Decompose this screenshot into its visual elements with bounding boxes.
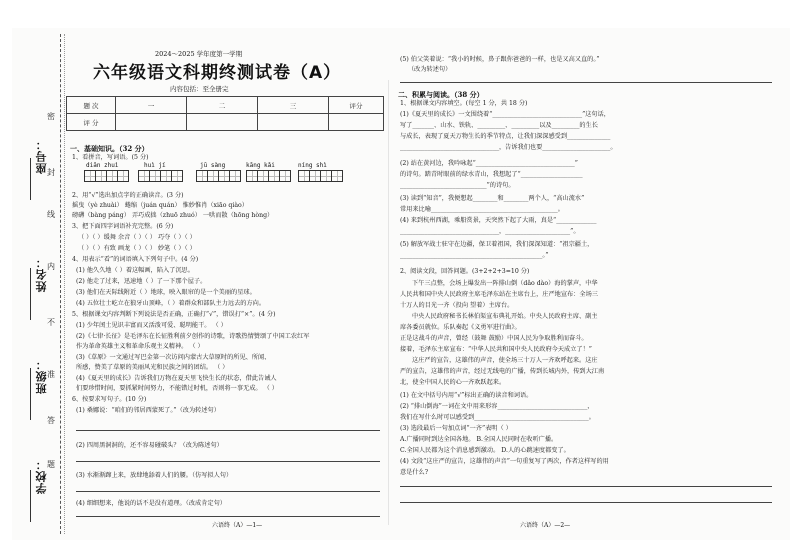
- question-text: 4、用表示“看”的词语填入下列句子中。(4 分): [72, 256, 199, 263]
- pinyin-label: kāng kǎi: [246, 162, 275, 169]
- question-text: 3、把下面四字词语补充完整。(6 分): [72, 223, 174, 230]
- question-text: (3) 水渐渐蹿上来，放肆地舔着人们的腰。（仿写拟人句）: [76, 472, 233, 479]
- choice-option[interactable]: A.广播同时到达全国各地。 B.全国人民同时在收听广播。: [400, 436, 558, 443]
- seat-number-line: [30, 158, 31, 200]
- passage-line: 中央人民政府秘书长林伯渠宣布典礼开始。中央人民政府主席、副主: [412, 313, 598, 320]
- question-text: 磅礴（bàng páng） 弄巧成拙（zhuō zhuó） 一哄而散（hōng hòng）: [72, 212, 274, 219]
- question-text: （改为转述句）: [408, 66, 452, 73]
- question-text: 摇曳（yè zhuài） 蜷缩（juán quán） 惟妙惟肖（xiāo qiào）: [72, 202, 248, 209]
- seal-char: 不: [47, 318, 55, 327]
- class-label: 班级：: [35, 358, 48, 394]
- name-label: 姓名：: [35, 256, 48, 292]
- fill-in-text: 写了_______、山水、铁轨、_________、_________以及_________的生长: [400, 122, 598, 129]
- question-text: (2)《七律·长征》是毛泽东在长征胜利前夕创作的诗歌，诗歌热情赞颂了中国工农红军: [76, 333, 310, 340]
- fill-in-text: (3) 读到“知音”，我便想起________和________两个人，“高山流水”: [400, 195, 585, 202]
- question-text: 们要珍惜时间，要抓紧时间努力，不能错过时机，否则将一事无成。 （ ）: [76, 385, 278, 392]
- school-year: 2024～2025 学年度第一学期: [155, 50, 243, 58]
- page-footer: 六语终（A）—2—: [520, 522, 571, 529]
- question-text: 6、按要求写句子。(10 分): [72, 396, 147, 403]
- seal-char: 线: [47, 210, 55, 219]
- pinyin-label: jū sàng: [200, 162, 226, 169]
- fill-in-text: ____________________________”的诗句。: [400, 182, 515, 189]
- fill-in-text: ________________________________，_____________________”。: [400, 228, 580, 235]
- fill-in-text: ______________________________________________。”: [400, 252, 549, 259]
- answer-line[interactable]: [400, 486, 772, 487]
- fill-in-text: (4) 来到杭州西湖，乘船赏景，天突然下起了大雨，真是“_____________: [400, 217, 597, 224]
- name-line: [30, 268, 31, 320]
- question-text: 作为革命英雄主义和革命乐观主义精神。 （ ）: [76, 343, 204, 350]
- passage-line: 北，使全中国人民的心一齐欢跃起来。: [400, 379, 506, 386]
- pinyin-label: diān zhuì: [86, 162, 119, 169]
- passage-line: 正是这战斗的声音，曾经（鼓舞 鼓励）中国人民为争取胜利而奋斗。: [400, 335, 588, 342]
- question-text: (1) 桑娜说：“咱们的邻居西蒙死了。”（改为转述句）: [76, 407, 220, 414]
- answer-line[interactable]: [76, 491, 380, 492]
- answer-line[interactable]: [400, 82, 772, 83]
- passage-line: 十万人的目光一齐（投向 望着）主席台。: [400, 302, 514, 309]
- question-text: (2) “排山倒海”一词在文中用来形容_____________________________，: [400, 403, 594, 410]
- question-text: (3)《草原》一文通过写巴金第一次访问内蒙古大草原时的所见、所闻、: [76, 354, 271, 361]
- question-text: (3) 选段最后一句加点词“一齐”表明（ ）: [400, 425, 512, 432]
- page-title: 六年级语文科期终测试卷（A）: [93, 63, 342, 83]
- fill-in-text: ________________________________，告诉我们也要______________________。: [400, 144, 617, 151]
- page-divider: [388, 80, 389, 525]
- question-text: 1、根据课文内容填空。(每空 1 分，共 18 分): [400, 100, 528, 107]
- question-text: (1) 少年闰土见识丰富而又活泼可爱、聪明能干。 （ ）: [76, 322, 227, 329]
- score-cell: 二: [187, 97, 258, 114]
- score-cell: 评分: [329, 97, 384, 114]
- seal-char: 密: [47, 112, 55, 121]
- seal-char: 题: [47, 460, 55, 469]
- seat-number-label: 座号：: [35, 138, 48, 174]
- passage-line: 下午三点整，会场上爆发出一阵排山倒（dǎo dào）海的掌声，中华: [412, 280, 598, 287]
- passage-line: 这庄严的宣告，这雄伟的声音，使全场三十万人一齐欢呼起来。这庄: [412, 357, 598, 364]
- question-text: 所感，赞美了草原的美丽风光和民族之间的团结。 （ ）: [76, 364, 229, 371]
- question-text: (1) 在文中括号内用“√”标出正确的读音和词语。: [400, 392, 533, 399]
- fill-in-text: 常用来比喻_________________________________________。: [400, 206, 564, 213]
- passage-line: 人民共和国中央人民政府主席毛泽东站在主席台上，庄严地宣布：全场三: [400, 291, 598, 298]
- fill-in-text: 的诗句。踏青时眼前的绿水青山，我想起了“____________________: [400, 171, 583, 178]
- fill-in-text: 与成长，表现了夏天万物生长的季节特点，让我们深深感受到______________: [400, 133, 611, 140]
- writing-grid[interactable]: [298, 170, 342, 182]
- answer-line[interactable]: [76, 430, 380, 431]
- question-text: (1) 他久久地（ ）着这幅画，陷入了沉思。: [76, 267, 194, 274]
- fill-in-text: (2) 站在黄河边，我吟咏起“________________________________”: [400, 160, 578, 167]
- question-text: (3) 他们在天际线附近（ ）地球，映入眼帘的是一个美丽的星球。: [76, 289, 256, 296]
- question-text: 1、看拼音，写词语。(5 分): [72, 154, 149, 161]
- score-table: [66, 96, 384, 131]
- score-input[interactable]: [329, 114, 384, 131]
- school-label: 学校：: [35, 458, 48, 494]
- answer-line[interactable]: [76, 516, 380, 517]
- pinyin-label: níng shì: [298, 162, 327, 169]
- cut-line: [60, 34, 61, 534]
- writing-grid[interactable]: [138, 170, 182, 182]
- question-text: (2) 他走了过来，迅速地（ ）了一下那个屋子。: [76, 278, 207, 285]
- question-text: (4)《夏天里的成长》告诉我们万物在夏天里飞快生长的状态，借此告诫人: [76, 375, 277, 382]
- fill-in-text: (5) 解放军战士驻守在边疆，保卫着祖国，我们深深知道：“祖宗疆土，: [400, 241, 594, 248]
- section-heading: 一、基础知识。（32 分）: [70, 144, 149, 153]
- class-line: [30, 368, 31, 420]
- question-text: （ ）（ ）缓舞 余音（ ）（ ） 巧夺（ ）（ ）: [78, 234, 196, 241]
- question-text: (4) 五位壮士屹立在狼牙山顶峰，（ ）着群众和部队主力远去的方向。: [76, 300, 266, 307]
- page-footer: 六语终（A）—1—: [212, 522, 263, 529]
- score-input[interactable]: [258, 114, 329, 131]
- question-text: 2、阅读文段，回答问题。(3+2+2+3=10 分): [400, 268, 530, 275]
- passage-line: 接着，毛泽东主席宣布：“中华人民共和国中央人民政府今天成立了！”: [400, 346, 592, 353]
- question-text: 我们在写什么时可以感受到_____________________________________。: [400, 414, 595, 421]
- pinyin-label: huì jí: [144, 162, 166, 169]
- passage-line: 严的宣告，这雄伟的声音，经过无线电的广播，传到长城内外，传到大江南: [400, 368, 605, 375]
- seal-char: 内: [47, 262, 55, 271]
- writing-grid[interactable]: [196, 170, 240, 182]
- writing-grid[interactable]: [84, 170, 128, 182]
- seal-char: 答: [47, 416, 55, 425]
- question-text: (4) 文段“这庄严的宣告，这雄伟的声音”一句重复写了两次，作者这样写的用: [400, 458, 609, 465]
- score-input[interactable]: [116, 114, 187, 131]
- question-text: 意是什么?: [400, 469, 429, 476]
- cut-line-dotted: [64, 34, 65, 534]
- section-heading: 二、积累与阅读。（38 分）: [398, 90, 484, 99]
- passage-line: 席各委员就位。乐队奏起《义勇军进行曲》。: [400, 324, 521, 331]
- question-text: (5) 伯父笑着说：“我小的时候，鼻子跟你爸爸的一样，也是又高又直的。”: [400, 56, 600, 63]
- question-text: (4) 细细想来，他说的话不是没有道理。（改成肯定句）: [76, 500, 226, 507]
- question-text: （ ）（ ）有致 画龙（ ）（ ） 妙笔（ ）（ ）: [78, 245, 196, 252]
- seal-char: 准: [47, 370, 55, 379]
- score-input[interactable]: [187, 114, 258, 131]
- question-text: 5、根据课文内容判断下列说法是否正确，正确打“√”，错误打“×”。(4 分): [72, 311, 276, 318]
- score-cell: 一: [116, 97, 187, 114]
- writing-grid[interactable]: [246, 170, 290, 182]
- choice-option[interactable]: C.全国人民都为这个消息感到激动。 D.人的心跳速度都变了。: [400, 447, 570, 454]
- answer-line[interactable]: [76, 461, 380, 462]
- score-cell: 题 次: [67, 97, 116, 114]
- score-cell: 三: [258, 97, 329, 114]
- seal-char: 封: [47, 168, 55, 177]
- school-line: [30, 470, 31, 522]
- scope-note: 内容包括：至全册完: [170, 85, 229, 93]
- binding-gutter: [12, 28, 70, 540]
- answer-line[interactable]: [400, 502, 772, 503]
- question-text: 2、用“√”选出加点字的正确读音。(3 分): [72, 192, 184, 199]
- fill-in-text: (1)《夏天里的成长》一文围绕着“_____________________________”这句话，: [400, 111, 610, 118]
- score-cell: 评 分: [67, 114, 116, 131]
- question-text: (2) 四周黑洞洞的，还不容易碰破头？（改为陈述句）: [76, 442, 223, 449]
